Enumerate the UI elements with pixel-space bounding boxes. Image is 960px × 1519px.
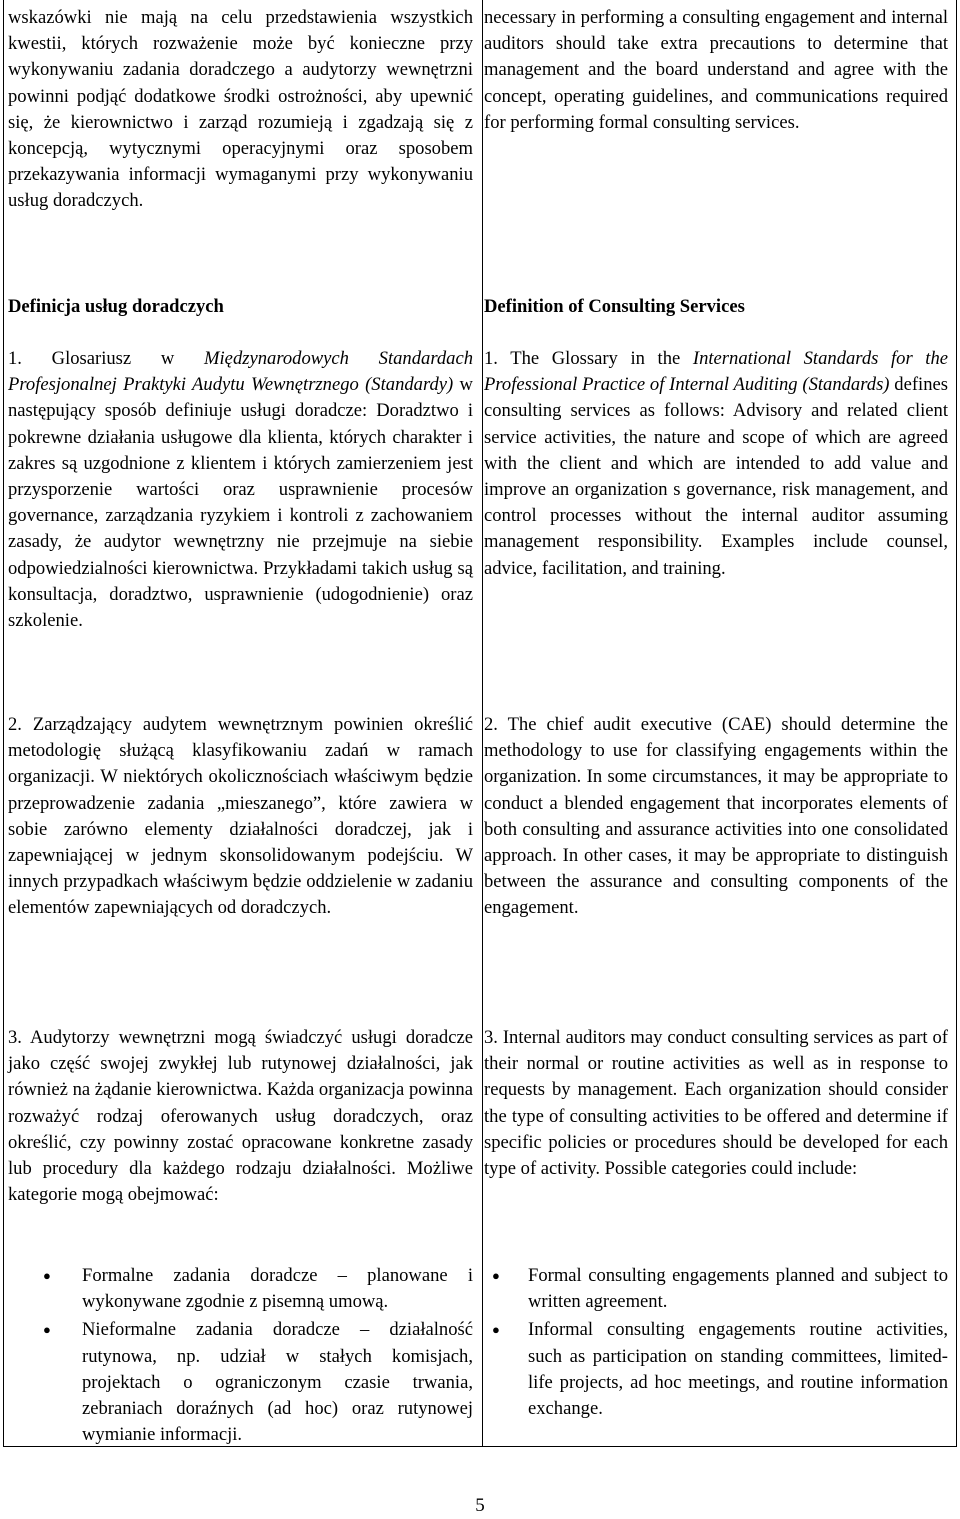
pl-paragraph-1: [8, 346, 473, 634]
pl-bullet-item: ● Nieformalne zadania doradcze – działalność rutynowa, np. udział w stałych komisjach, projektach o ograniczonym czasie trwania, zebraniach doraźnych (ad hoc) oraz rutynowej wymianie informacji.: [8, 1317, 473, 1448]
en-bullet-item: ● Informal consulting engagements routine activities, such as participation on standing committees, limited-life projects, ad hoc meetings, and routine information exchange.: [484, 1317, 948, 1422]
en-paragraph-3: 3. Internal auditors may conduct consulting services as part of their normal or routine activities as well as in response to requests by management. Each organization should consider the type of consulting activities to be offered and determine if specific policies or procedures should be developed for each type of activity. Possible categories could include:: [484, 1027, 948, 1180]
pl-paragraph-2: 2. Zarządzający audytem wewnętrznym powinien określić metodologię służącą klasyfikowaniu zadań w ramach organizacji. W niektórych okolicznościach właściwym będzie przeprowadzenie zadania „mieszanego”, które zawiera w sobie zarówno elementy działalności doradczej, jak i zapewniającej w jednym skonsolidowanym podejściu. W innych przypadkach właściwym będzie oddzielenie w zadaniu elementów zapewniających od doradczych.: [8, 714, 473, 919]
page-number: 5: [475, 1495, 485, 1516]
en-p1-prefix: 1. The Glossary in the: [484, 348, 693, 369]
pl-bullet-list: [8, 1263, 473, 1450]
pl-p1-italic: Międzynarodowych Standardach Profesjonalnej Praktyki Audytu Wewnętrznego (Standardy): [8, 348, 474, 396]
en-section-heading: Definition of Consulting Services: [484, 296, 745, 317]
en-bullet-item: ● Formal consulting engagements planned and subject to written agreement.: [484, 1263, 948, 1315]
pl-section-heading: Definicja usług doradczych: [8, 296, 224, 317]
pl-intro-paragraph: wskazówki nie mają na celu przedstawienia wszystkich kwestii, których rozważenie może być konieczne przy wykonywaniu zadania doradczego a audytorzy wewnętrzni powinni podjąć dodatkowe środki ostrożności, aby upewnić się, że kierownictwo i zarząd rozumieją i zgadzają się z koncepcją, wytycznymi operacyjnymi oraz sposobem przekazywania informacji wymaganymi przy wykonywaniu usług doradczych.: [8, 7, 473, 212]
pl-p1-suffix: w następujący sposób definiuje usługi doradcze: Doradztwo i pokrewne działania usługowe dla klienta, których charakter i zakres są uzgodnione z klientem i których zamierzeniem jest przysporzenie wartości oraz usprawnienie procesów governance, zarządzania ryzykiem i kontroli z zachowaniem zasady, że audytor wewnętrzny nie przejmuje na siebie odpowiedzialności kierownictwa. Przykładami takich usług są konsultacja, doradztwo, usprawnienie (udogodnienie) oraz szkolenie.: [8, 374, 473, 632]
pl-paragraph-3: 3. Audytorzy wewnętrzni mogą świadczyć usługi doradcze jako część swojej zwykłej lub rutynowej działalności, jak również na żądanie kierownictwa. Każda organizacja powinna rozważyć rodzaj oferowanych usług doradczych, oraz określić, czy powinny zostać opracowane konkretne zasady lub procedury dla każdego rodzaju działalności. Możliwe kategorie mogą obejmować:: [8, 1027, 473, 1206]
en-p1-suffix: defines consulting services as follows: Advisory and related client service activities, the nature and scope of which are agreed with the client and which are intended to add value and improve an organization s governance, risk management, and control processes without the internal auditor assuming management responsibility. Examples include counsel, advice, facilitation, and training.: [484, 374, 948, 579]
en-paragraph-2: 2. The chief audit executive (CAE) should determine the methodology to use for classifying engagements within the organization. In some circumstances, it may be appropriate to conduct a blended engagement that incorporates elements of both consulting and assurance activities into one consolidated approach. In other cases, it may be appropriate to distinguish between the assurance and consulting components of the engagement.: [484, 714, 948, 919]
pl-p1-prefix: 1. Glosariusz w: [8, 348, 205, 369]
pl-bullet-item: ● Formalne zadania doradcze – planowane i wykonywane zgodnie z pisemną umową.: [8, 1263, 473, 1315]
en-bullet-list: [484, 1263, 948, 1424]
en-p1-italic: International Standards for the Professional Practice of Internal Auditing (Standards): [484, 348, 949, 396]
en-paragraph-1: [484, 346, 948, 582]
en-intro-paragraph: necessary in performing a consulting engagement and internal auditors should take extra precautions to determine that management and the board understand and agree with the concept, operating guidelines, and communications required for performing formal consulting services.: [484, 7, 948, 133]
